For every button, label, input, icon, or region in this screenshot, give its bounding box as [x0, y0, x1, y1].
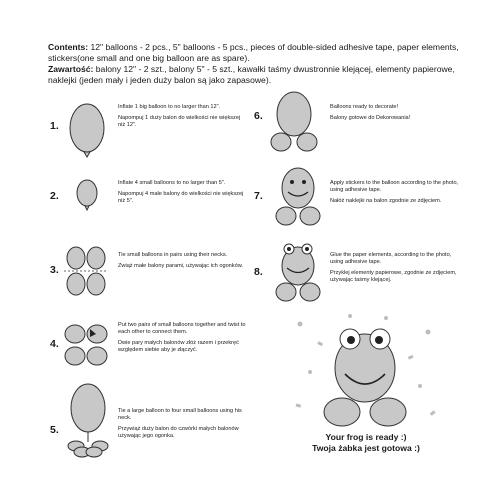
- confetti-piece: [296, 404, 302, 408]
- step-3-pl: Zwiąż małe balony parami, używając ich ogonków.: [118, 263, 243, 269]
- step-4-illustration: [62, 320, 112, 370]
- step-3-number: 3.: [50, 264, 59, 276]
- step-6-number: 6.: [254, 110, 263, 122]
- small-balloon: [65, 325, 85, 343]
- step-2-illustration: [72, 178, 102, 214]
- step-1-text: [118, 104, 248, 133]
- small-balloon: [87, 273, 105, 295]
- step-8-pl: Przyklej elementy papierowe, zgodnie ze zdjęciem, używając taśmy klejącej.: [330, 270, 457, 283]
- step-5-number: 5.: [50, 424, 59, 436]
- large-balloon: [282, 168, 314, 208]
- balloon-neck: [85, 206, 89, 210]
- small-balloon: [276, 207, 296, 225]
- step-8-text: [330, 252, 460, 288]
- large-balloon: [71, 384, 105, 432]
- small-balloon: [297, 133, 317, 151]
- pupil: [287, 247, 291, 251]
- final-en: Your frog is ready :): [325, 432, 407, 442]
- finished-frog-illustration: [290, 312, 440, 430]
- confetti-dot: [426, 330, 431, 335]
- contents-pl-text: balony 12" - 2 szt., balony 5" - 5 szt., kawałki taśmy dwustronnie klejącej, elementy papierowe, naklejki (jeden mały i jeden duży balon są jako zapasowe).: [48, 64, 455, 85]
- pupil: [305, 247, 309, 251]
- contents-pl: [48, 64, 468, 86]
- small-balloon: [87, 347, 107, 365]
- pupil: [375, 336, 383, 344]
- step-5-pl: Przywiąż duży balon do czwórki małych balonów używając jego ogonka.: [118, 426, 239, 439]
- confetti-dot: [418, 384, 422, 388]
- step-3-en: Tie small balloons in pairs using their necks.: [118, 252, 228, 258]
- step-7-illustration: [270, 166, 326, 232]
- contents-en: [48, 42, 468, 64]
- step-8-illustration: [270, 240, 326, 304]
- small-balloon: [86, 447, 102, 457]
- step-6-en: Balloons ready to decorate!: [330, 104, 399, 110]
- eye-sticker: [302, 180, 306, 184]
- small-balloon: [300, 283, 320, 301]
- small-balloon: [324, 398, 360, 426]
- confetti-piece: [317, 341, 323, 346]
- eye-sticker: [290, 180, 294, 184]
- confetti-piece: [408, 355, 414, 360]
- small-balloon: [67, 273, 85, 295]
- step-8-en: Glue the paper elements, according to the photo, using adhesive tape.: [330, 252, 452, 265]
- small-balloon: [77, 180, 97, 206]
- confetti-dot: [348, 314, 352, 318]
- step-4-pl: Dwie pary małych balonów złóż razem i przekręć względem siebie aby je złączyć.: [118, 340, 239, 353]
- step-5-en: Tie a large balloon to four small balloons using his neck.: [118, 408, 242, 421]
- step-6-text: [330, 104, 460, 126]
- step-7-pl: Nałóż naklejki na balon zgodnie ze zdjęciem.: [330, 198, 442, 204]
- small-balloon: [370, 398, 406, 426]
- final-message: [286, 432, 446, 454]
- step-2-number: 2.: [50, 190, 59, 202]
- step-3-illustration: [62, 244, 112, 300]
- contents-section: [48, 42, 468, 86]
- step-1-number: 1.: [50, 120, 59, 132]
- small-balloon: [65, 347, 85, 365]
- step-6-illustration: [264, 88, 324, 160]
- small-balloon: [87, 247, 105, 269]
- confetti-piece: [430, 410, 436, 416]
- confetti-dot: [308, 370, 312, 374]
- small-balloon: [271, 133, 291, 151]
- confetti-dot: [298, 322, 303, 327]
- step-4-text: [118, 322, 248, 358]
- step-6-pl: Balony gotowe do Dekorowania!: [330, 115, 411, 121]
- step-3-text: [118, 252, 248, 274]
- step-7-en: Apply stickers to the balloon according to the photo, using adhesive tape.: [330, 180, 459, 193]
- step-2-en: Inflate 4 small balloons to no larger than 5".: [118, 180, 226, 186]
- step-7-text: [330, 180, 460, 209]
- step-8-number: 8.: [254, 266, 263, 278]
- contents-en-label: Contents:: [48, 42, 89, 52]
- step-4-en: Put two pairs of small balloons together and twist to each other to connect them.: [118, 322, 246, 335]
- step-7-number: 7.: [254, 190, 263, 202]
- step-1-en: Inflate 1 big balloon to no larger than 12".: [118, 104, 221, 110]
- small-balloon: [276, 283, 296, 301]
- step-1-pl: Napompuj 1 duży balon do wielkości nie większej niż 12".: [118, 115, 241, 128]
- contents-pl-label: Zawartość:: [48, 64, 94, 74]
- step-1-illustration: [62, 100, 112, 160]
- pupil: [347, 336, 355, 344]
- step-4-number: 4.: [50, 338, 59, 350]
- large-balloon: [277, 92, 311, 136]
- contents-en-text: 12" balloons - 2 pcs., 5" balloons - 5 pcs., pieces of double-sided adhesive tape, paper elements, stickers(one small and one big balloon are as spare).: [48, 42, 459, 63]
- small-balloon: [300, 207, 320, 225]
- small-balloon: [67, 247, 85, 269]
- large-balloon: [70, 104, 104, 152]
- final-pl: Twoja żabka jest gotowa :): [312, 443, 420, 453]
- step-5-illustration: [60, 380, 116, 460]
- step-2-text: [118, 180, 248, 209]
- confetti-dot: [384, 316, 388, 320]
- balloon-neck: [84, 152, 90, 157]
- step-5-text: [118, 408, 248, 444]
- step-2-pl: Napompuj 4 małe balony do wielkości nie większej niż 5".: [118, 191, 244, 204]
